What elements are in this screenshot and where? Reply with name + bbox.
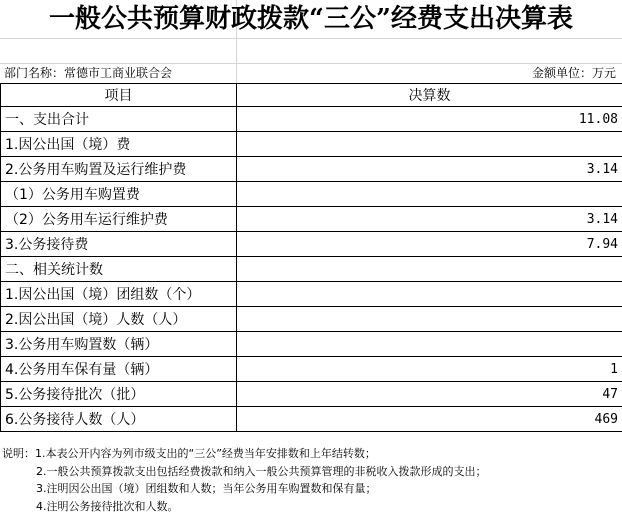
row-label[interactable]: 二、相关统计数	[1, 257, 237, 282]
page-title: 一般公共预算财政拨款“三公”经费支出决算表	[49, 4, 573, 34]
table-row	[1, 282, 622, 307]
row-label[interactable]: 2.公务用车购置及运行维护费	[1, 157, 237, 182]
row-value[interactable]	[237, 282, 622, 307]
row-label[interactable]: 4.公务用车保有量（辆）	[1, 357, 237, 382]
table-row	[1, 207, 622, 232]
table-row	[1, 107, 622, 132]
row-label[interactable]: 6.公务接待人数（人）	[1, 407, 237, 432]
row-value[interactable]: 3.14	[237, 157, 622, 182]
column-header-item[interactable]: 项目	[1, 84, 237, 107]
row-value[interactable]: 469	[237, 407, 622, 432]
table-row	[1, 257, 622, 282]
amount-unit: 金额单位：万元	[531, 66, 616, 80]
row-value[interactable]	[237, 307, 622, 332]
row-value[interactable]: 7.94	[237, 232, 622, 257]
meta-row	[0, 64, 622, 82]
table-row	[1, 357, 622, 382]
table-row	[1, 332, 622, 357]
row-value[interactable]: 11.08	[237, 107, 622, 132]
row-label[interactable]: 1.因公出国（境）团组数（个）	[1, 282, 237, 307]
row-value[interactable]: 3.14	[237, 207, 622, 232]
row-value[interactable]: 1	[237, 357, 622, 382]
table-row	[1, 132, 622, 157]
gridline	[0, 38, 622, 39]
notes-section	[0, 445, 622, 515]
table-row	[1, 307, 622, 332]
row-label[interactable]: 2.因公出国（境）人数（人）	[1, 307, 237, 332]
table-row	[1, 182, 622, 207]
row-label[interactable]: 1.因公出国（境）费	[1, 132, 237, 157]
row-value[interactable]: 47	[237, 382, 622, 407]
row-value[interactable]	[237, 257, 622, 282]
table-header-row	[1, 84, 622, 107]
expense-table	[0, 83, 622, 432]
table-row	[1, 157, 622, 182]
row-label[interactable]: 一、支出合计	[1, 107, 237, 132]
row-value[interactable]	[237, 332, 622, 357]
note-line: 4.注明公务接待批次和人数。	[36, 499, 179, 513]
row-label[interactable]: 3.公务用车购置数（辆）	[1, 332, 237, 357]
table-row	[1, 382, 622, 407]
row-label[interactable]: 3.公务接待费	[1, 232, 237, 257]
note-line: 3.注明因公出国（境）团组数和人数；当年公务用车购置数和保有量；	[36, 482, 377, 495]
department-name: 部门名称：常德市工商业联合会	[4, 66, 173, 80]
row-label[interactable]: 5.公务接待批次（批）	[1, 382, 237, 407]
row-label[interactable]: （1）公务用车购置费	[1, 182, 237, 207]
column-header-amount[interactable]: 决算数	[237, 84, 622, 107]
table-row	[1, 407, 622, 432]
table-row	[1, 232, 622, 257]
row-value[interactable]	[237, 132, 622, 157]
note-line: 2.一般公共预算拨款支出包括经费拨款和纳入一般公共预算管理的非税收入拨款形成的支出；	[36, 464, 487, 478]
row-label[interactable]: （2）公务用车运行维护费	[1, 207, 237, 232]
note-line: 说明：1.本表公开内容为列市级支出的“三公”经费当年安排数和上年结转数；	[2, 447, 376, 460]
row-value[interactable]	[237, 182, 622, 207]
